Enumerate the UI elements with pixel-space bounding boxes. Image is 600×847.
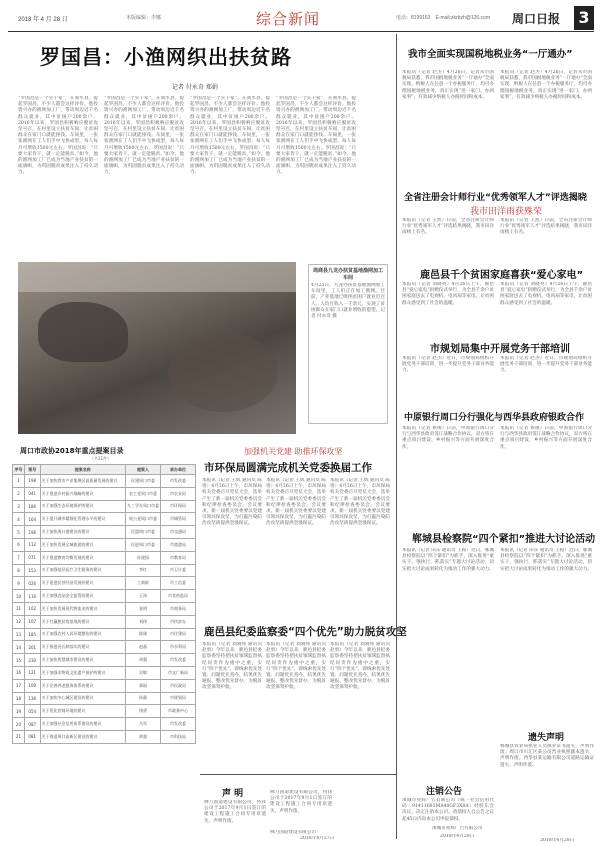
table-cell: 关于加快我市产业集聚区高质量发展的建议	[40, 475, 125, 488]
table-row	[13, 679, 196, 692]
notice-2-date: 2018年4月28日	[440, 834, 475, 839]
proposal-table-body	[13, 475, 196, 744]
newspaper-logo: 周口日报	[512, 12, 561, 26]
table-row	[13, 602, 196, 615]
right-body-6a: 本报讯（记者 田东 通讯员 王振）近日，郸城县检察院以“四个紧扣”为抓手，深入推进“重实干、强执行、抓落实”专题大讨论活动，切实把大讨论成果转化为推动工作的强大动力。	[402, 548, 494, 572]
photo-caption-box	[308, 264, 388, 424]
table-cell: 农工党周口市委	[125, 487, 160, 500]
table-cell: 109	[24, 679, 40, 692]
table-cell: 市工信委	[160, 577, 195, 590]
table-row	[13, 526, 196, 539]
table-cell: 5	[13, 526, 25, 539]
table-cell: 关于推进河长制落实的建议	[40, 641, 125, 654]
table-cell: 市食药监局	[160, 590, 195, 603]
table-cell: 关于加强食品安全监管的建议	[40, 590, 125, 603]
table-cell: 112	[24, 538, 40, 551]
table-cell: 孙建国	[125, 551, 160, 564]
table-cell: 民盟周口市委	[125, 526, 160, 539]
table-cell: 王涛	[125, 590, 160, 603]
table-cell: 关于推进乡村振兴战略的建议	[40, 487, 125, 500]
table-cell: 关于打赢脱贫攻坚战的建议	[40, 615, 125, 628]
table-cell: 18	[13, 692, 25, 705]
middle-body-2a: 本报讯（记者 刘晓亮 通讯员 赵勇）今年以来，鹿邑县纪委监察委坚持把扶贫领域监督执纪问责作为重中之重，实行“四个优先”，即线索优先处置、问题优先查办、结果优先通报、整改优先督办，为脱贫攻坚保驾护航。	[202, 642, 262, 691]
right-body-1b: 本报讯（记者 赵杰）4月26日，记者从市国税局获悉，我市国税地税业务“一厅通办”全面实现。纳税人在任意一个办税服务厅，均可办理国税地税业务，真正实现“进一家门、办两家事”，有效减少纳税人办税时间和成本。	[500, 70, 592, 100]
right-headline-2: 全省注册会计师行业“优秀领军人才”评选揭晓	[404, 193, 587, 203]
table-cell: 关于加快发展现代物流业的建议	[40, 602, 125, 615]
table-cell: 市交通局	[160, 526, 195, 539]
table-cell: 136	[24, 692, 40, 705]
table-row	[13, 577, 196, 590]
table-cell: 071	[24, 551, 40, 564]
table-cell: 186	[24, 500, 40, 513]
table-row	[13, 641, 196, 654]
lead-body-col3: “罗国昌是一个实干家”，在商水县，提起罗国昌，不少人都会这样评价。他投资兴办的渔网加工厂，带动周边近千名群众就业，其中贫困户200余户。2016年以来，罗国昌积极响应脱贫攻坚号召，在村里设立扶贫车间，让贫困群众在家门口就能挣钱。车间里，一张张渔网在工人们手中飞快成型，每人每月可增收1500元左右。罗国昌说：“只要大家肯干，就一定能脱贫。”如今，他的渔网加工厂已成为当地产业扶贫的一面旗帜，为巩固脱贫成果注入了持久动力。	[190, 96, 270, 176]
table-cell: 054	[24, 705, 40, 718]
right-body-5b: 本报讯（记者 侯俊）日前，中原银行周口分行与西华县政府签订战略合作协议，双方将在重点项目建设、乡村振兴等方面开展深度合作。	[500, 426, 592, 450]
right-headline-3: 鹿邑县千个贫困家庭喜获“爱心家电”	[420, 270, 584, 281]
table-cell: 196	[24, 526, 40, 539]
table-cell: 185	[24, 628, 40, 641]
table-cell: 087	[24, 718, 40, 731]
table-cell: 104	[24, 513, 40, 526]
page-number: 3	[574, 6, 594, 30]
table-cell: 市政务中心	[160, 705, 195, 718]
table-row	[13, 475, 196, 488]
table-cell: 吴敏	[125, 666, 160, 679]
right-body-2b: 本报讯（记者 王凯）日前，全省注册会计师行业“优秀领军人才”评选结果揭晓，我市田洋雨榜上有名。	[500, 218, 592, 236]
table-cell: 081	[24, 730, 40, 743]
notice-3-body: 郸城县农业局执业人员执业证书遗失，声明作废。周口市川汇区某公司营业执照副本遗失，声明作废。西华县某运输有限公司道路运输证遗失，声明作废。	[500, 744, 594, 768]
table-cell: 107	[24, 615, 40, 628]
table-cell: 20	[13, 718, 25, 731]
table-cell: 041	[24, 487, 40, 500]
table-cell: 九三学社周口市委	[125, 500, 160, 513]
page-header	[8, 6, 594, 32]
table-cell: 市城管局	[160, 513, 195, 526]
table-cell: 关于加快发展全域旅游的建议	[40, 538, 125, 551]
right-headline-1: 我市全面实现国税地税业务“一厅通办”	[408, 49, 573, 60]
table-cell: 4	[13, 513, 25, 526]
table-cell: 201	[24, 641, 40, 654]
right-body-4a: 本报讯（记者 赵杰）近日，市规划局组织开展党务干部培训，进一步提升党务干部业务能力。	[402, 356, 494, 374]
table-cell: 孙静	[125, 692, 160, 705]
col-header: 序号	[13, 465, 25, 475]
table-row	[13, 513, 196, 526]
table-cell: 19	[13, 705, 25, 718]
table-cell: 关于推进教育均衡发展的建议	[40, 551, 125, 564]
middle-headline-1: 市环保局圆满完成机关党委换届工作	[204, 462, 372, 474]
table-cell: 关于加快智慧城市建设的建议	[40, 654, 125, 667]
right-body-6b: 本报讯（记者 田东 通讯员 王振）近日，郸城县检察院以“四个紧扣”为抓手，深入推进“重实干、强执行、抓落实”专题大讨论活动，切实把大讨论成果转化为推动工作的强大动力。	[500, 548, 592, 572]
col-header: 承办单位	[160, 465, 195, 475]
table-cell: 陈刚	[125, 628, 160, 641]
lead-headline: 罗国昌：小渔网织出扶贫路	[40, 45, 292, 69]
notice-1-body: 拂刀国道建设有限公司，将我公司于2017年9月1日签订的建设工程施工合同专用章遗失，声明作废。	[204, 800, 266, 824]
table-cell: 关于促进民营经济发展的建议	[40, 577, 125, 590]
table-cell: 市民政局	[160, 679, 195, 692]
table-cell: 7	[13, 551, 25, 564]
table-cell: 12	[13, 615, 25, 628]
table-cell: 市农业局	[160, 487, 195, 500]
table-cell: 市商务局	[160, 602, 195, 615]
table-cell: 关于优化营商环境的建议	[40, 705, 125, 718]
table-row	[13, 654, 196, 667]
notice-1-body-b: 拂刀国道建设有限公司，将我公司于2017年9月1日签订的建设工程施工合同专用章遗失，声明作废。	[270, 790, 332, 814]
notice-1-title: 声 明	[222, 789, 244, 799]
table-cell: 市卫计委	[160, 564, 195, 577]
table-cell: 14	[13, 641, 25, 654]
contact-info: 电话：8199163 E-mail:zkrbzh@126.com	[396, 15, 491, 21]
lead-body-col4: “罗国昌是一个实干家”，在商水县，提起罗国昌，不少人都会这样评价。他投资兴办的渔网加工厂，带动周边近千名群众就业，其中贫困户200余户。2016年以来，罗国昌积极响应脱贫攻坚号召，在村里设立扶贫车间，让贫困群众在家门口就能挣钱。车间里，一张张渔网在工人们手中飞快成型，每人每月可增收1500元左右。罗国昌说：“只要大家肯干，就一定能脱贫。”如今，他的渔网加工厂已成为当地产业扶贫的一面旗帜，为巩固脱贫成果注入了持久动力。	[276, 96, 356, 176]
table-cell: 17	[13, 679, 25, 692]
right-body-2a: 本报讯（记者 王凯）日前，全省注册会计师行业“优秀领军人才”评选结果揭晓，我市田洋雨榜上有名。	[402, 218, 494, 236]
table-cell: 市水利局	[160, 641, 195, 654]
table-cell: 关于加强非物质文化遗产保护的建议	[40, 666, 125, 679]
notice-2-title: 注销公告	[426, 787, 463, 797]
table-cell: 关于加快周口港建设的建议	[40, 526, 125, 539]
table-cell: 郑丽	[125, 679, 160, 692]
table-cell: 市发改委	[160, 475, 195, 488]
notice-3-title: 遗失声明	[528, 733, 565, 743]
editor-credit: 本版编辑：李娜	[126, 15, 162, 21]
table-row	[13, 487, 196, 500]
table-cell: 153	[24, 564, 40, 577]
notice-2-body: 项城市亮辉广告有限公司（统一社会信用代码：91411681MA40GF3X8A）经股东会决议，决定注销本公司。请债权人自公告之日起45日内向本公司申报债权。	[402, 798, 494, 822]
table-row	[13, 730, 196, 743]
table-cell: 市规划局	[160, 692, 195, 705]
table-cell: 关于提升城市精细化管理水平的建议	[40, 513, 125, 526]
table-row	[13, 500, 196, 513]
middle-headline-2: 鹿邑县纪委监察委“四个优先”助力脱贫攻坚	[204, 626, 407, 638]
table-cell: 关于加强生态环境保护的建议	[40, 500, 125, 513]
column-divider	[396, 34, 397, 839]
table-row	[13, 538, 196, 551]
right-body-3b: 本报讯（记者 刘晓亮）4月26日上午，鹿邑县“爱心家电”捐赠仪式举行，为全县千余户贫困家庭送去了电视机、电风扇等家电，让贫困群众感受到了社会的温暖。	[500, 282, 592, 306]
table-cell: 关于推进周口高新区建设的建议	[40, 730, 125, 743]
photo-caption-title: 周商县九龙办扶贫基地渔网加工车间	[312, 268, 383, 281]
table-cell: 关于加强社会信用体系建设的建议	[40, 718, 125, 731]
proposal-table-subtitle: （共21件）	[90, 456, 112, 461]
middle-body-2c: 本报讯（记者 刘晓亮 通讯员 赵勇）今年以来，鹿邑县纪委监察委坚持把扶贫领域监督执纪问责作为重中之重，实行“四个优先”，即线索优先处置、问题优先查办、结果优先通报、整改优先督办，为脱贫攻坚保驾护航。	[330, 642, 390, 691]
table-row	[13, 564, 196, 577]
table-cell: 026	[24, 577, 40, 590]
table-cell: 关于加强基层医疗卫生服务的建议	[40, 564, 125, 577]
table-cell: 张明	[125, 602, 160, 615]
table-cell: 13	[13, 628, 25, 641]
right-body-5a: 本报讯（记者 侯俊）日前，中原银行周口分行与西华县政府签订战略合作协议，双方将在重点项目建设、乡村振兴等方面开展深度合作。	[402, 426, 494, 450]
right-body-4b: 本报讯（记者 赵杰）近日，市规划局组织开展党务干部培训，进一步提升党务干部业务能力。	[500, 356, 592, 374]
notice-1-date: 2018年4月27日	[300, 836, 335, 841]
table-cell: 市环保局	[160, 500, 195, 513]
middle-subhead-1: 加强机关党建 助推环保攻坚	[244, 447, 343, 456]
table-cell: 致公党周口市委	[125, 513, 160, 526]
middle-body-2b: 本报讯（记者 刘晓亮 通讯员 赵勇）今年以来，鹿邑县纪委监察委坚持把扶贫领域监督执纪问责作为重中之重，实行“四个优先”，即线索优先处置、问题优先查办、结果优先通报、整改优先督办，为脱贫攻坚保驾护航。	[266, 642, 326, 691]
col-header: 提案人	[125, 465, 160, 475]
table-cell: 市发改委	[160, 654, 195, 667]
table-cell: 3	[13, 500, 25, 513]
table-cell: 民建周口市委	[125, 475, 160, 488]
lead-body-col1: “罗国昌是一个实干家”，在商水县，提起罗国昌，不少人都会这样评价。他投资兴办的渔网加工厂，带动周边近千名群众就业，其中贫困户200余户。2016年以来，罗国昌积极响应脱贫攻坚号召，在村里设立扶贫车间，让贫困群众在家门口就能挣钱。车间里，一张张渔网在工人们手中飞快成型，每人每月可增收1500元左右。罗国昌说：“只要大家肯干，就一定能脱贫。”如今，他的渔网加工厂已成为当地产业扶贫的一面旗帜，为巩固脱贫成果注入了持久动力。	[18, 96, 98, 176]
table-cell: 市科技局	[160, 730, 195, 743]
table-row	[13, 590, 196, 603]
notice-3-date: 2018年4月28日	[540, 838, 575, 843]
section-title: 综合新闻	[256, 10, 321, 28]
table-cell: 周强	[125, 654, 160, 667]
table-cell: 15	[13, 654, 25, 667]
table-cell: 10	[13, 590, 25, 603]
table-cell: 市旅游局	[160, 538, 195, 551]
notice-2-sign: 项城市亮辉广告有限公司	[432, 826, 483, 831]
table-cell: 102	[24, 602, 40, 615]
table-cell: 马军	[125, 718, 160, 731]
lead-body-col2: “罗国昌是一个实干家”，在商水县，提起罗国昌，不少人都会这样评价。他投资兴办的渔网加工厂，带动周边近千名群众就业，其中贫困户200余户。2016年以来，罗国昌积极响应脱贫攻坚号召，在村里设立扶贫车间，让贫困群众在家门口就能挣钱。车间里，一张张渔网在工人们手中飞快成型，每人每月可增收1500元左右。罗国昌说：“只要大家肯干，就一定能脱贫。”如今，他的渔网加工厂已成为当地产业扶贫的一面旗帜，为巩固脱贫成果注入了持久动力。	[104, 96, 184, 176]
table-cell: 关于完善养老服务体系的建议	[40, 679, 125, 692]
col-header: 提案名称	[40, 465, 125, 475]
table-row	[13, 718, 196, 731]
table-cell: 21	[13, 730, 25, 743]
table-cell: 刘伟	[125, 615, 160, 628]
table-cell: 198	[24, 475, 40, 488]
right-body-1a: 本报讯（记者 赵杰）4月26日，记者从市国税局获悉，我市国税地税业务“一厅通办”全面实现。纳税人在任意一个办税服务厅，均可办理国税地税业务，真正实现“进一家门、办两家事”，有效减少纳税人办税时间和成本。	[402, 70, 494, 100]
table-row	[13, 692, 196, 705]
table-cell: 市扶贫办	[160, 615, 195, 628]
table-cell: 230	[24, 654, 40, 667]
proposal-table	[12, 464, 196, 744]
lead-byline: 记者 付永奇 郑娟	[172, 84, 218, 91]
col-header: 案号	[24, 465, 40, 475]
proposal-table-title: 周口市政协2018年重点提案目录	[20, 447, 124, 455]
table-cell: 8	[13, 564, 25, 577]
table-cell: 2	[13, 487, 25, 500]
lead-photo	[18, 262, 296, 434]
table-row	[13, 628, 196, 641]
table-cell: 钱勇	[125, 705, 160, 718]
right-subhead-2: 我市田洋雨获殊荣	[470, 207, 543, 217]
right-headline-4: 市规划局集中开展党务干部培训	[430, 344, 570, 355]
table-cell: 市教育局	[160, 551, 195, 564]
table-cell: 11	[13, 602, 25, 615]
table-cell: 民进周口市委	[125, 538, 160, 551]
table-cell: 9	[13, 577, 25, 590]
table-cell: 李红	[125, 564, 160, 577]
table-cell: 116	[24, 590, 40, 603]
table-cell: 黄超	[125, 730, 160, 743]
issue-date: 2018 年 4 月 28 日	[18, 17, 68, 23]
photo-caption-text: 4月25日，九龙办扶贫基地渔网加工车间里，工人们正在加工渔网。目前，产业基地已吸纳贫困户就业近百人，人均月收入一千余元，实现了贫困群众在家门口就业增收的愿望。记者 付永奇 摄	[311, 283, 385, 320]
table-cell: 6	[13, 538, 25, 551]
table-cell: 市发改委	[160, 718, 195, 731]
right-headline-6: 郸城县检察院“四个紧扣”推进大讨论活动	[412, 534, 596, 545]
table-header-row	[13, 465, 196, 475]
table-cell: 121	[24, 666, 40, 679]
notice-divider	[200, 774, 396, 775]
right-headline-5: 中原银行周口分行强化与西华县政府银政合作	[404, 413, 585, 423]
table-cell: 16	[13, 666, 25, 679]
table-cell: 1	[13, 475, 25, 488]
table-cell: 关于加快中心城区建设的建议	[40, 692, 125, 705]
table-cell: 赵磊	[125, 641, 160, 654]
table-row	[13, 666, 196, 679]
table-cell: 市住建局	[160, 628, 195, 641]
table-row	[13, 615, 196, 628]
table-cell: 市文广新局	[160, 666, 195, 679]
table-cell: 工商联	[125, 577, 160, 590]
middle-body-1c: 本报讯（记者 王辉 通讯员 陈勇）4月26日上午，市环保局机关党委召开党员大会，选举产生了新一届机关党委委员会和纪律检查委员会。会议要求，新一届机关党委要以党建引领环保攻坚，为打赢污染防治攻坚战提供坚强保证。	[330, 478, 390, 527]
middle-body-1b: 本报讯（记者 王辉 通讯员 陈勇）4月26日上午，市环保局机关党委召开党员大会，选举产生了新一届机关党委委员会和纪律检查委员会。会议要求，新一届机关党委要以党建引领环保攻坚，为打赢污染防治攻坚战提供坚强保证。	[266, 478, 326, 527]
notice-1-sign: 拂刀国道建设有限公司	[270, 830, 316, 835]
table-row	[13, 705, 196, 718]
table-row	[13, 551, 196, 564]
right-body-3a: 本报讯（记者 刘晓亮）4月26日上午，鹿邑县“爱心家电”捐赠仪式举行，为全县千余户贫困家庭送去了电视机、电风扇等家电，让贫困群众感受到了社会的温暖。	[402, 282, 494, 306]
middle-body-1a: 本报讯（记者 王辉 通讯员 陈勇）4月26日上午，市环保局机关党委召开党员大会，选举产生了新一届机关党委委员会和纪律检查委员会。会议要求，新一届机关党委要以党建引领环保攻坚，为打赢污染防治攻坚战提供坚强保证。	[202, 478, 262, 527]
table-cell: 关于加强农村人居环境整治的建议	[40, 628, 125, 641]
